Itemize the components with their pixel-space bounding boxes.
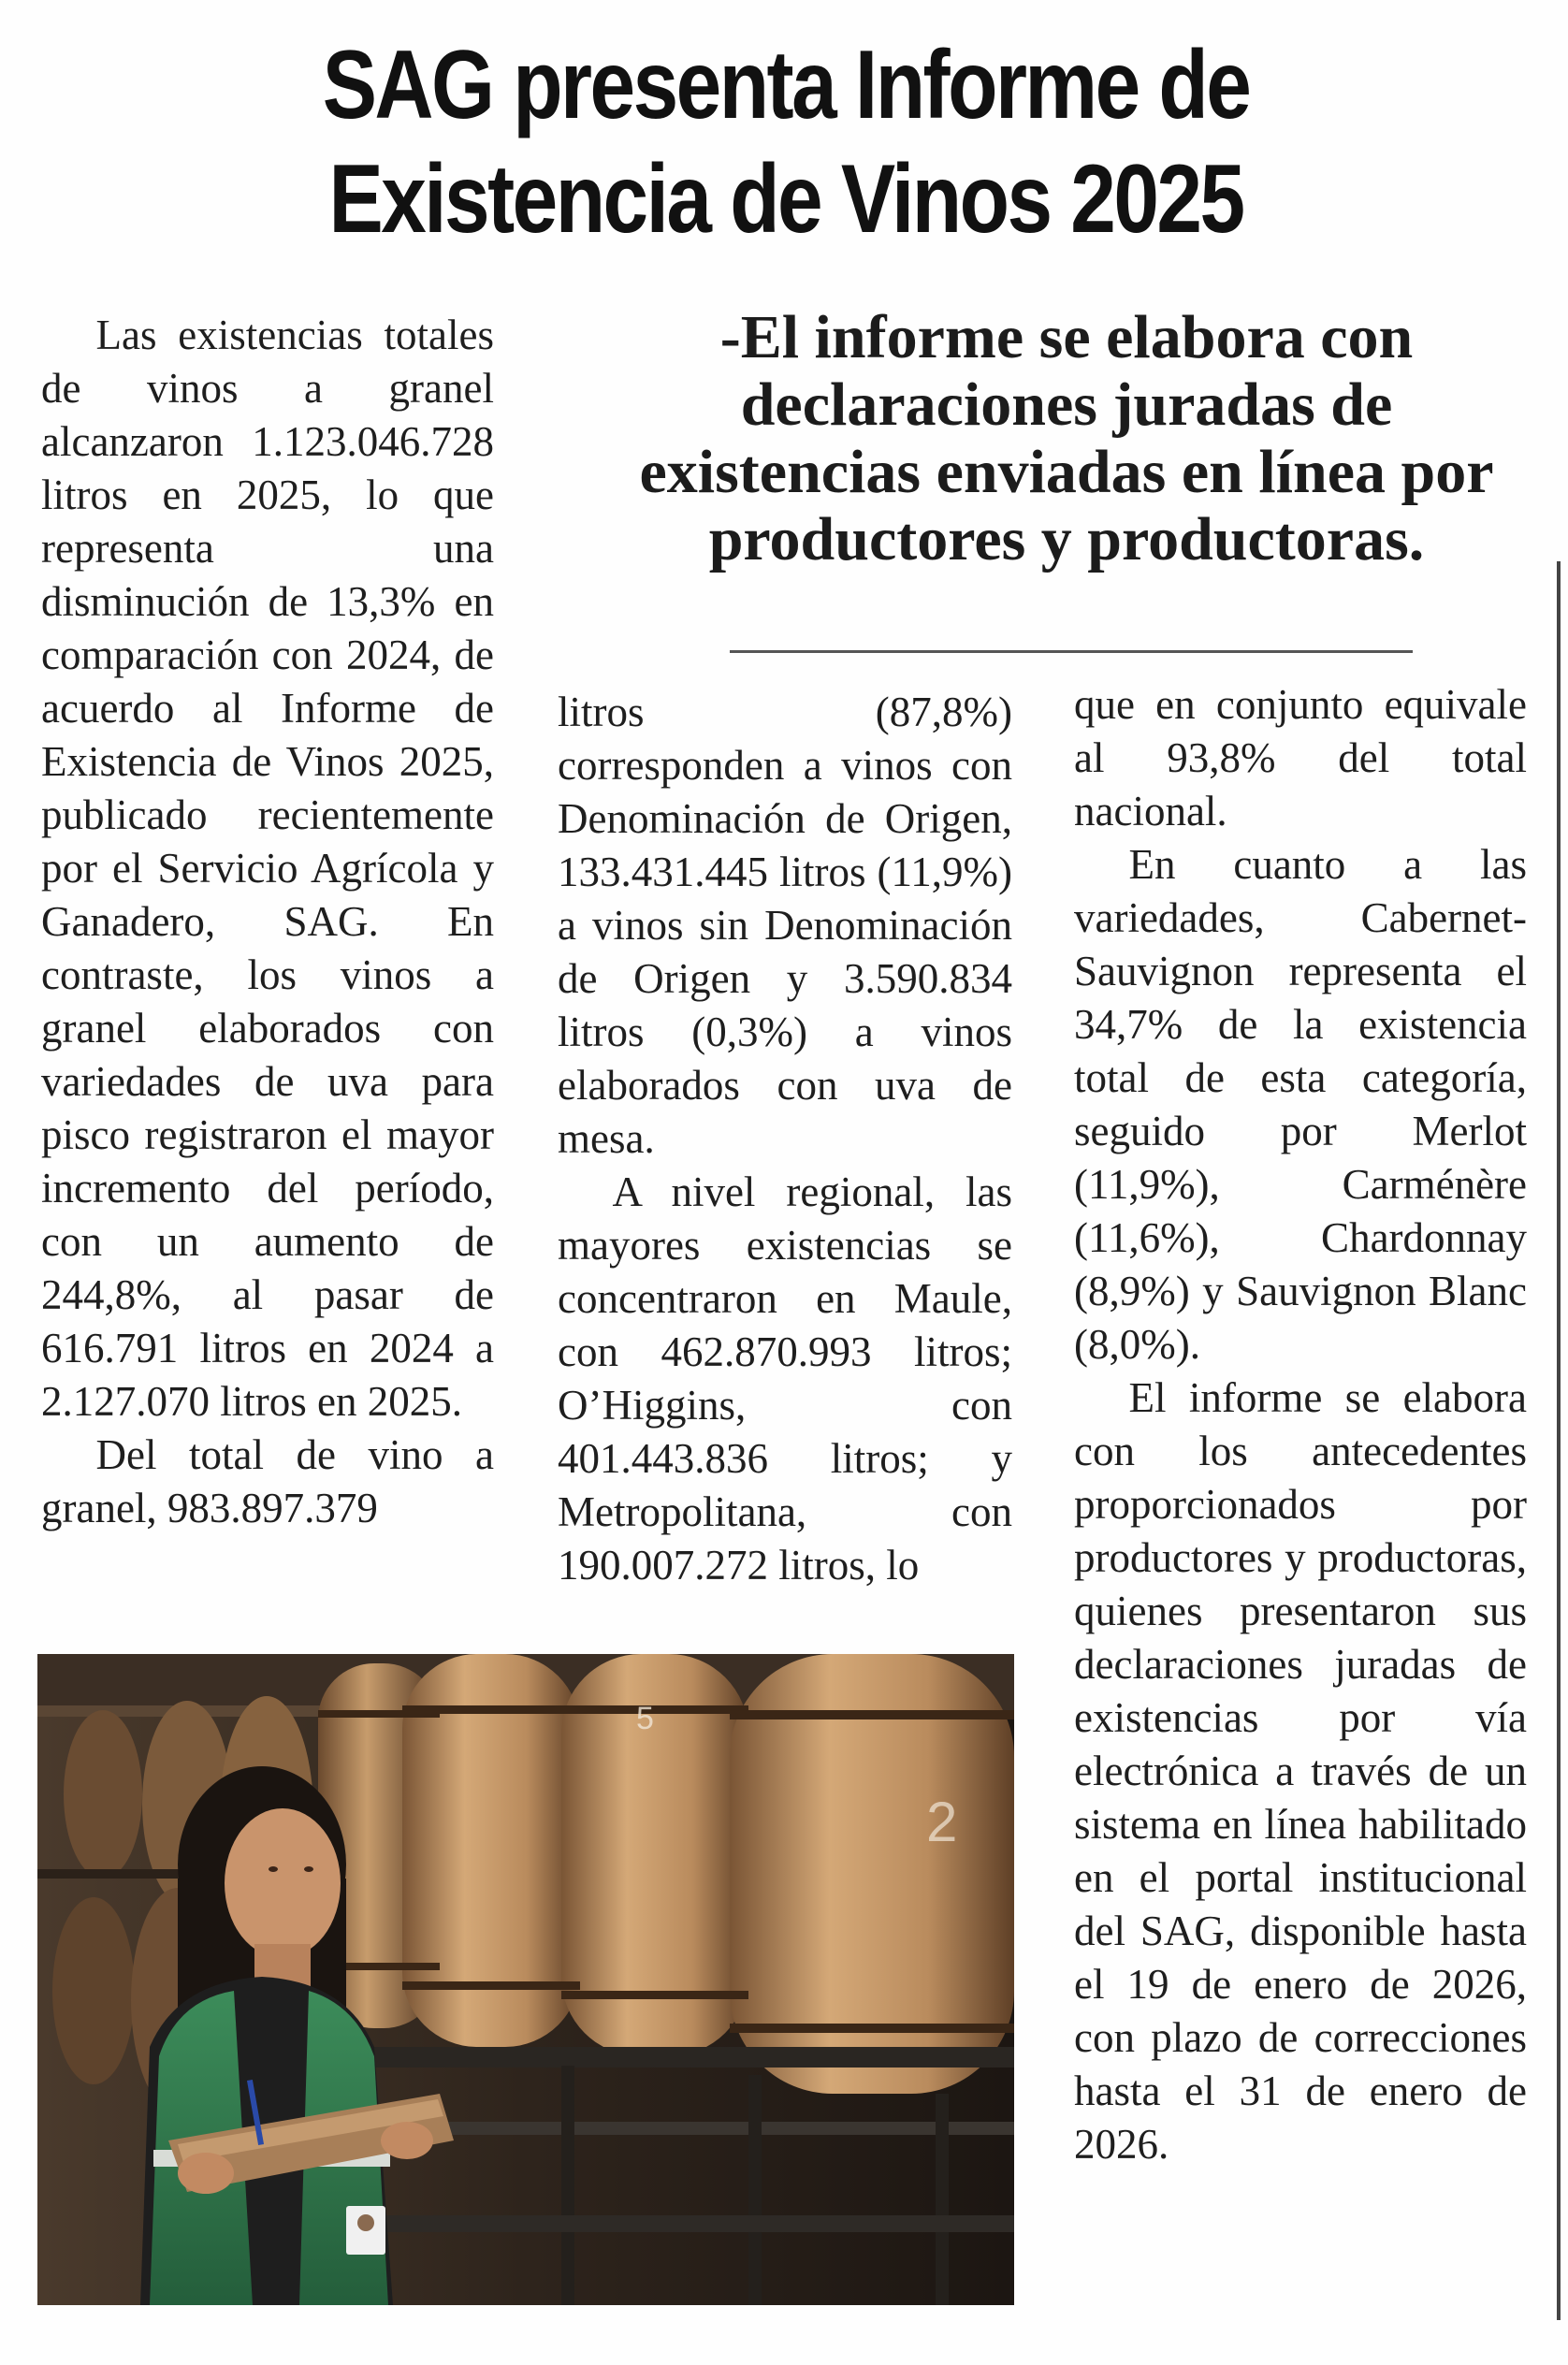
article-column-1 xyxy=(41,309,494,1535)
photo-wine-cellar-illustration xyxy=(37,1654,1014,2305)
deck-rule-divider xyxy=(730,650,1413,653)
headline-line-1: SAG presenta Informe de xyxy=(322,31,1250,139)
paragraph: En cuanto a las variedades, Cabernet-Sauvignon representa el 34,7% de la existencia total de esta categoría, seguido por Merlot (11,9%), Carménère (11,6%), Chardonnay (8,9%) y Sauvignon Blanc (8,0%). xyxy=(1074,841,1527,1368)
article-column-3 xyxy=(1074,678,1527,2171)
headline-line-2: Existencia de Vinos 2025 xyxy=(328,145,1243,254)
article-column-2 xyxy=(558,686,1012,1592)
deck-subheading: -El informe se elabora con declaraciones juradas de existencias enviadas en línea por productores y productoras. xyxy=(639,303,1494,573)
svg-text:5: 5 xyxy=(636,1701,654,1736)
headline xyxy=(173,28,1399,256)
paragraph: El informe se elabora con los antecedentes proporcionados por productores y productoras, quienes presentaron sus declaraciones juradas de existencias por vía electrónica a través de un sistema en línea habilitado en el portal institucional del SAG, disponible hasta el 19 de enero de 2026, con plazo de correcciones hasta el 31 de enero de 2026. xyxy=(1074,1374,1527,2168)
paragraph-continued: que en conjunto equivale al 93,8% del total nacional. xyxy=(1074,681,1527,834)
svg-text:2: 2 xyxy=(926,1791,958,1853)
paragraph-continued: litros (87,8%) corresponden a vinos con Denominación de Origen, 133.431.445 litros (11,9%) a vinos sin Denominación de Origen y 3.590.834 litros (0,3%) a vinos elaborados con uva de mesa. xyxy=(558,689,1012,1162)
paragraph: Del total de vino a granel, 983.897.379 xyxy=(41,1431,494,1531)
paragraph: A nivel regional, las mayores existencias se concentraron en Maule, con 462.870.993 litros; O’Higgins, con 401.443.836 litros; y Metropolitana, con 190.007.272 litros, lo xyxy=(558,1168,1012,1589)
article-photo xyxy=(37,1654,1014,2305)
page-edge-rule xyxy=(1557,561,1561,2320)
paragraph: Las existencias totales de vinos a granel alcanzaron 1.123.046.728 litros en 2025, lo que representa una disminución de 13,3% en comparación con 2024, de acuerdo al Informe de Existencia de Vinos 2025, publicado recientemente por el Servicio Agrícola y Ganadero, SAG. En contraste, los vinos a granel elaborados con variedades de uva para pisco registraron el mayor incremento del período, con un aumento de 244,8%, al pasar de 616.791 litros en 2024 a 2.127.070 litros en 2025. xyxy=(41,312,494,1425)
